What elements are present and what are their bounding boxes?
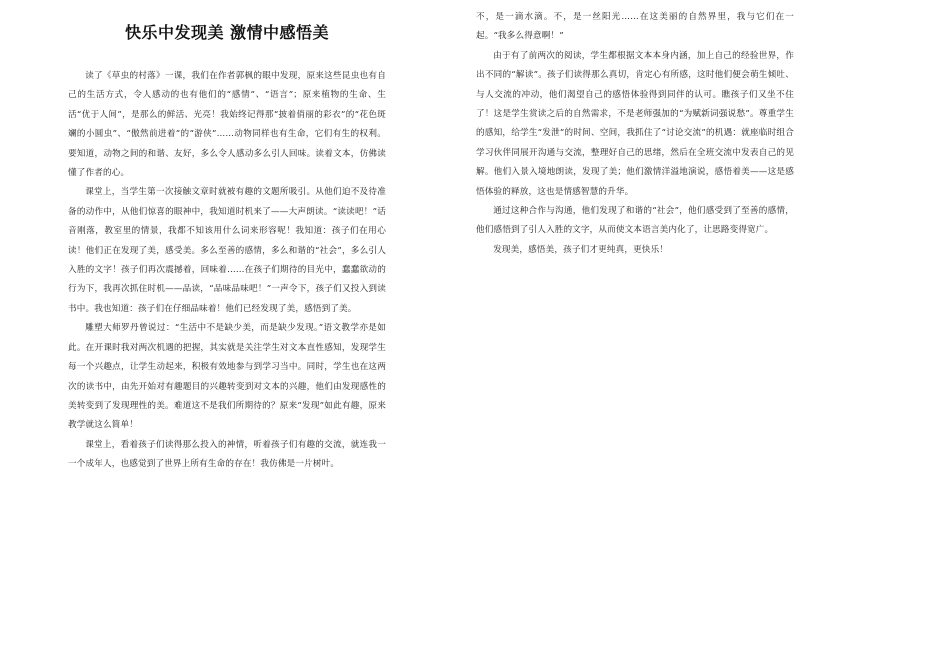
paragraph: 课堂上，看着孩子们读得那么投入的神情，听着孩子们有趣的交流，就连我一一个成年人，也感觉到了世界上所有生命的存在！我仿佛是一片树叶。 [68, 439, 386, 470]
left-column-body [68, 67, 386, 475]
right-column-body [476, 8, 794, 260]
paragraph-continued: 不，是一滴水滴。不，是一丝阳光……在这美丽的自然界里，我与它们在一起。“我多么得意啊！” [476, 12, 794, 42]
paragraph: 由于有了前两次的阅读，学生都根据文本本身内涵，加上自己的经验世界，作出不同的“解读”。孩子们读得那么真切，肯定心有所感，这时他们便会萌生倾吐、与人交流的冲动，他们渴望自己的感悟体验得到同伴的认可。瞧孩子们又坐不住了！这是学生赏读之后的自然需求，不是老师强加的“为赋新词强说愁”。尊重学生的感知，给学生“发泄”的时间、空间，我抓住了“讨论交流”的机遇：就座临时组合学习伙伴同展开沟通与交流，整理好自己的思绪，然后在全班交流中发表自己的见解。他们入景入境地朗读，发现了美；他们激情洋溢地演说，感悟着美——这是感悟体验的释放，这也是情感智慧的升华。 [476, 50, 794, 197]
paragraph: 通过这种合作与沟通，他们发现了和谐的“社会”，他们感受到了至善的感情，他们感悟到了引人入胜的文字，从而使文本语言美内化了，让思路变得宽广。 [476, 206, 794, 236]
paragraph: 课堂上，当学生第一次接触文章时就被有趣的文题所吸引。从他们迫不及待准备的动作中，从他们惊喜的眼神中，我知道时机来了——大声朗读。“读读吧！”话音刚落，教室里的情景，我都不知该用什么词来形容呢！我知道：孩子们在用心读！他们正在发现了美，感受美。多么至善的感情，多么和谐的“社会”，多么引人入胜的文字！孩子们再次震撼着，回味着……在孩子们期待的目光中，蠢蠢欲动的行为下，我再次抓住时机——品读，“品味品味吧！”一声令下，孩子们又投入到读书中。我也知道：孩子们在仔细品味着！他们已经发现了美，感悟到了美。 [68, 187, 386, 314]
paragraph: 读了《草虫的村落》一课，我们在作者郭枫的眼中发现，原来这些昆虫也有自己的生活方式，令人感动的也有他们的“感情”、“语言”；原来植物的生命、生活“优于人间”，是那么的鲜活、光亮！我始终记得那“披着俏丽的彩衣”的“花色斑斓的小圆虫”、“傲然前进着”的“游侠”……动物同样也有生命，它们有生的权利。要知道，动物之间的和谐、友好，多么令人感动多么引人回味。读着文本，仿佛读懂了作者的心。 [68, 71, 386, 179]
document-title: 快乐中发现美 激情中感悟美 [124, 23, 330, 42]
paragraph: 雕塑大师罗丹曾说过：“生活中不是缺少美，而是缺少发现。”语文教学亦是如此。在开课时我对两次机遇的把握，其实就是关注学生对文本直性感知，发现学生每一个兴趣点，让学生动起来，积极有效地参与到学习当中。同时，学生也在这两次的读书中，由先开始对有趣题目的兴趣转变到对文本的兴趣，他们由发现感性的美转变到了发现理性的美。难道这不是我们所期待的？原来“发现”如此有趣，原来教学就这么简单！ [68, 323, 386, 431]
paragraph: 发现美，感悟美，孩子们才更纯真，更快乐！ [493, 244, 669, 255]
